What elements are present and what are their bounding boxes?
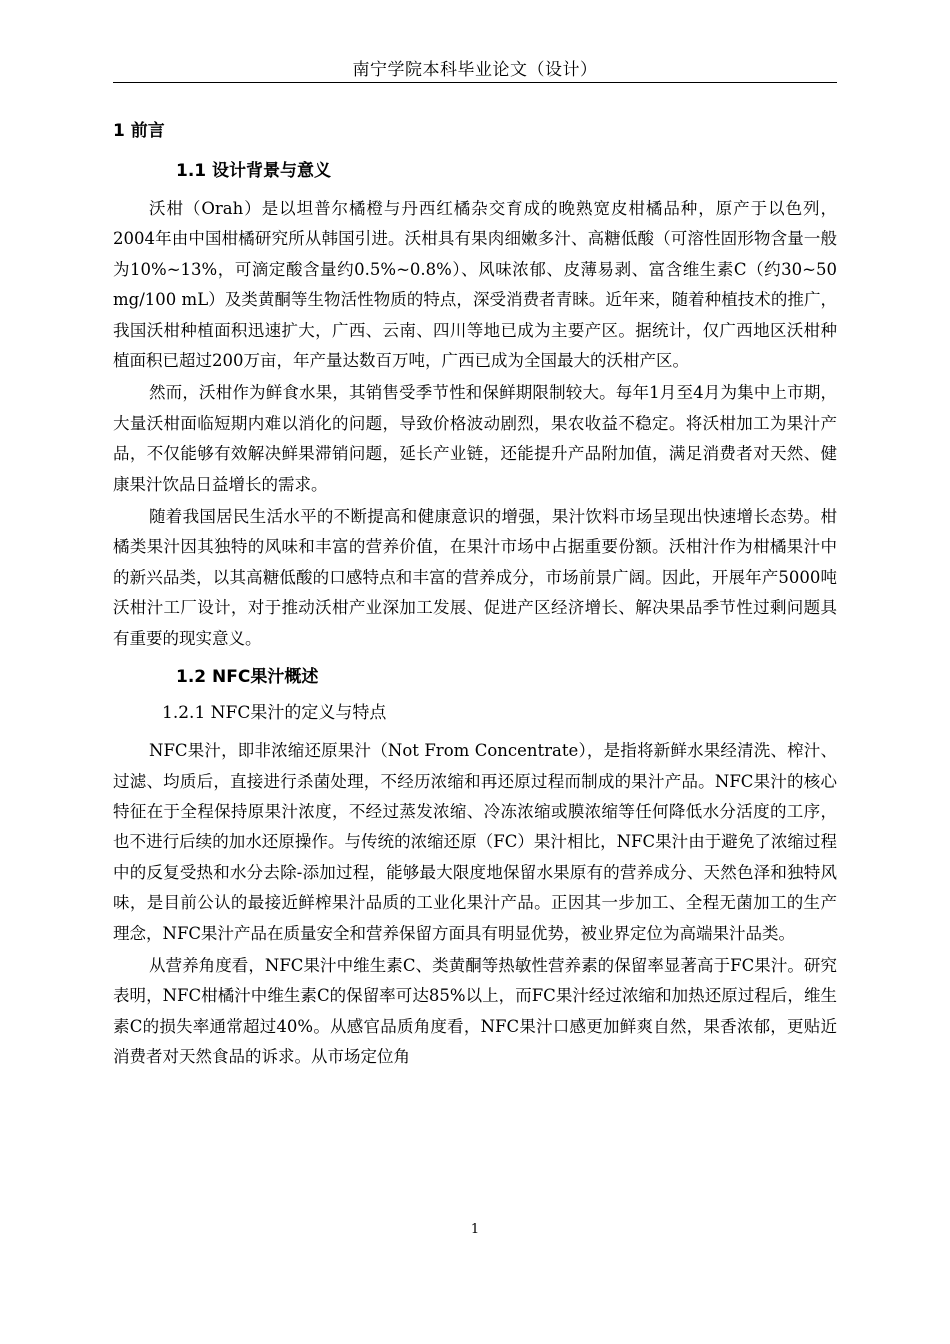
section-heading-1-2: 1.2 NFC果汁概述 bbox=[176, 667, 319, 688]
paragraph: 随着我国居民生活水平的不断提高和健康意识的增强，果汁饮料市场呈现出快速增长态势。柑橘类果汁因其独特的风味和丰富的营养价值，在果汁市场中占据重要份额。沃柑汁作为柑橘果汁中的新兴品类，以其高糖低酸的口感特点和丰富的营养成分，市场前景广阔。因此，开展年产5000吨沃柑汁工厂设计，对于推动沃柑产业深加工发展、促进产区经济增长、解决果品季节性过剩问题具有重要的现实意义。 bbox=[113, 507, 837, 648]
main-content bbox=[113, 118, 837, 1075]
page-header-title: 南宁学院本科毕业论文（设计） bbox=[352, 60, 598, 80]
page-number: 1 bbox=[470, 1222, 480, 1237]
section-heading-1: 1 前言 bbox=[113, 121, 165, 141]
header-divider bbox=[113, 82, 837, 83]
paragraph: 沃柑（Orah）是以坦普尔橘橙与丹西红橘杂交育成的晚熟宽皮柑橘品种，原产于以色列，2004年由中国柑橘研究所从韩国引进。沃柑具有果肉细嫩多汁、高糖低酸（可溶性固形物含量一般为10%~13%，可滴定酸含量约0.5%~0.8%）、风味浓郁、皮薄易剥、富含维生素C（约30~50 mg/100 mL）及类黄酮等生物活性物质的特点，深受消费者青睐。近年来，随着种植技术的推广，我国沃柑种植面积迅速扩大，广西、云南、四川等地已成为主要产区。据统计，仅广西地区沃柑种植面积已超过200万亩，年产量达数百万吨，广西已成为全国最大的沃柑产区。 bbox=[113, 199, 837, 371]
section-heading-1-2-1: 1.2.1 NFC果汁的定义与特点 bbox=[162, 703, 387, 724]
section-heading-1-1: 1.1 设计背景与意义 bbox=[176, 161, 332, 181]
paragraph: 然而，沃柑作为鲜食水果，其销售受季节性和保鲜期限制较大。每年1月至4月为集中上市期，大量沃柑面临短期内难以消化的问题，导致价格波动剧烈，果农收益不稳定。将沃柑加工为果汁产品，不仅能够有效解决鲜果滞销问题，延长产业链，还能提升产品附加值，满足消费者对天然、健康果汁饮品日益增长的需求。 bbox=[113, 383, 837, 494]
paragraph: NFC果汁，即非浓缩还原果汁（Not From Concentrate），是指将新鲜水果经清洗、榨汁、过滤、均质后，直接进行杀菌处理，不经历浓缩和再还原过程而制成的果汁产品。NFC果汁的核心特征在于全程保持原果汁浓度，不经过蒸发浓缩、冷冻浓缩或膜浓缩等任何降低水分活度的工序，也不进行后续的加水还原操作。与传统的浓缩还原（FC）果汁相比，NFC果汁由于避免了浓缩过程中的反复受热和水分去除-添加过程，能够最大限度地保留水果原有的营养成分、天然色泽和独特风味，是目前公认的最接近鲜榨果汁品质的工业化果汁产品。正因其一步加工、全程无菌加工的生产理念，NFC果汁产品在质量安全和营养保留方面具有明显优势，被业界定位为高端果汁品类。 bbox=[113, 741, 837, 943]
paragraph: 从营养角度看，NFC果汁中维生素C、类黄酮等热敏性营养素的保留率显著高于FC果汁。研究表明，NFC柑橘汁中维生素C的保留率可达85%以上，而FC果汁经过浓缩和加热还原过程后，维生素C的损失率通常超过40%。从感官品质角度看，NFC果汁口感更加鲜爽自然，果香浓郁，更贴近消费者对天然食品的诉求。从市场定位角 bbox=[113, 955, 837, 1067]
